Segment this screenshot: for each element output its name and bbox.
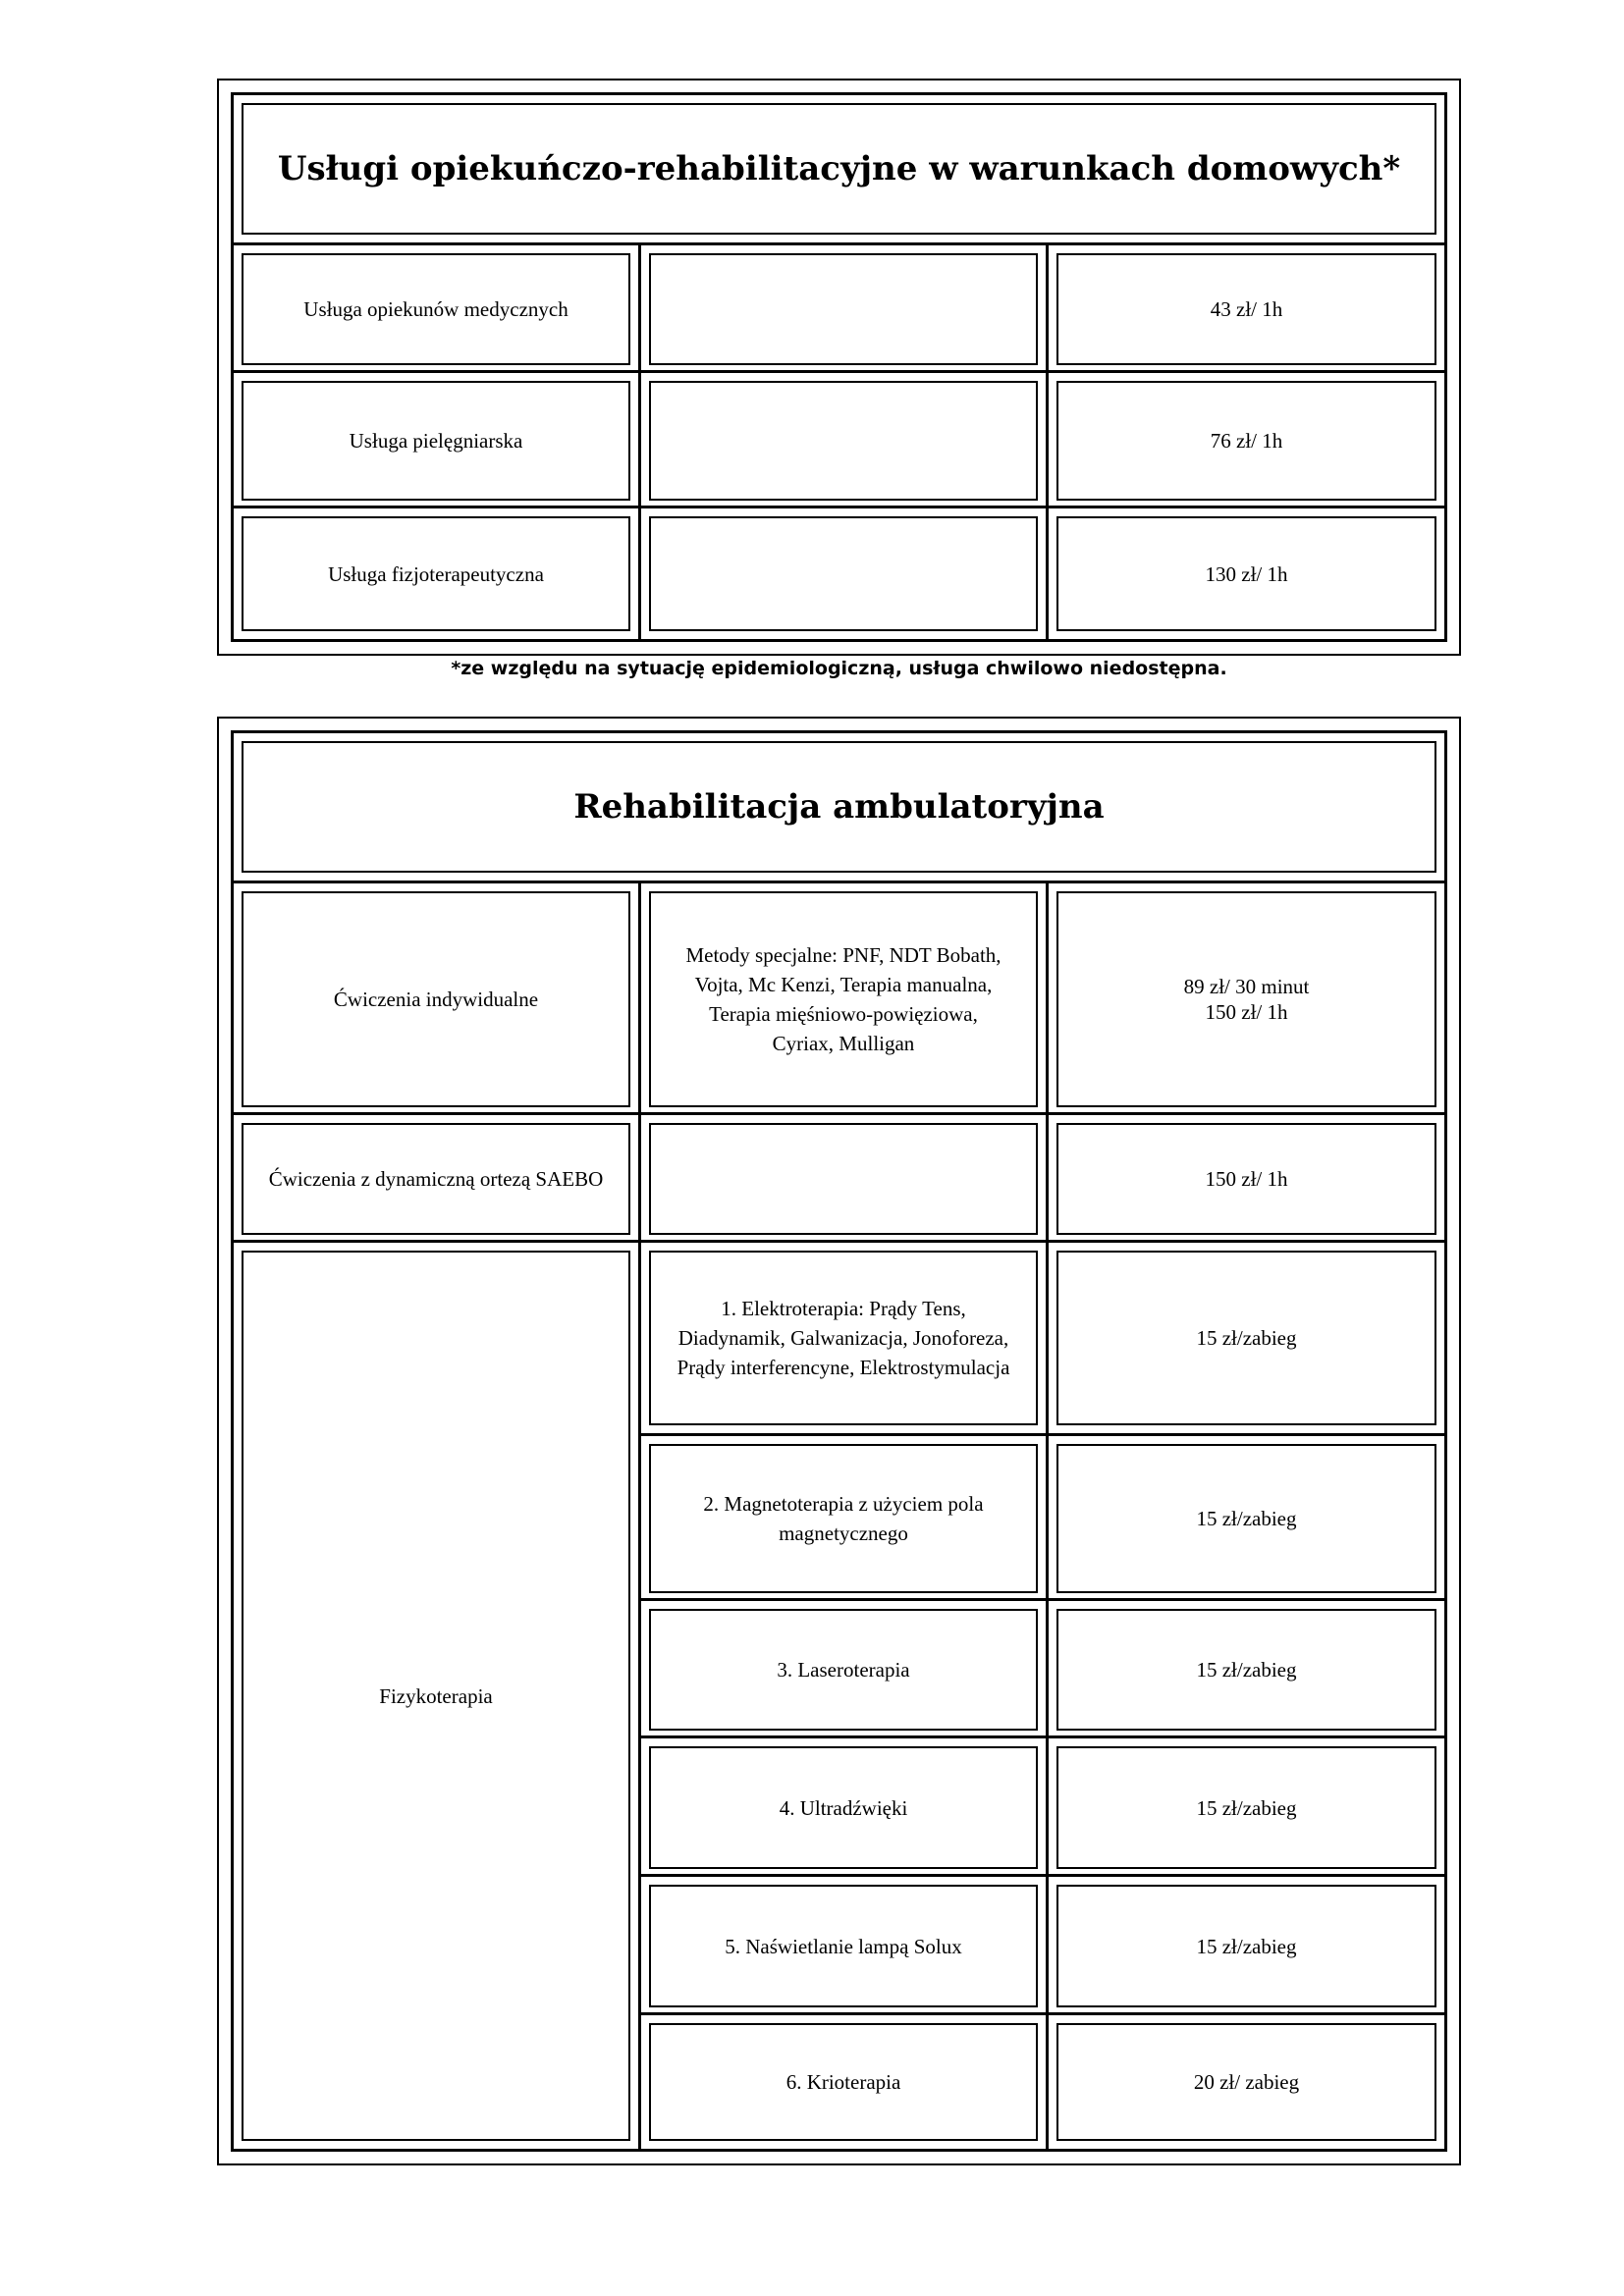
- service-description-cell: [638, 245, 1046, 373]
- service-name-cell: [234, 245, 638, 373]
- table-row: [234, 370, 1444, 508]
- service-price: 130 zł/ 1h: [1056, 516, 1436, 631]
- physio-description-cell: [641, 1877, 1046, 2015]
- physio-price-cell: [1046, 1601, 1444, 1738]
- list-item: [641, 1243, 1444, 1433]
- physio-price: 15 zł/zabieg: [1056, 1444, 1436, 1593]
- physio-price-cell: [1046, 1877, 1444, 2015]
- service-price-cell: [1046, 373, 1444, 508]
- service-price: 76 zł/ 1h: [1056, 381, 1436, 501]
- list-item: [641, 1598, 1444, 1738]
- physio-description: 4. Ultradźwięki: [649, 1746, 1038, 1869]
- service-name-cell: [234, 373, 638, 508]
- physio-price-cell: [1046, 1243, 1444, 1433]
- physio-block: [234, 1240, 1444, 2149]
- service-description: [649, 1123, 1038, 1235]
- list-item: [641, 1433, 1444, 1601]
- physio-price: 15 zł/zabieg: [1056, 1609, 1436, 1731]
- service-name-cell: [234, 1115, 638, 1243]
- table-row: [234, 242, 1444, 373]
- service-name-cell: [234, 508, 638, 639]
- physio-description-cell: [641, 1243, 1046, 1433]
- outpatient-table: [217, 717, 1461, 2165]
- table-row: [234, 1112, 1444, 1243]
- outpatient-title: Rehabilitacja ambulatoryjna: [242, 741, 1436, 873]
- physio-items: [638, 1243, 1444, 2149]
- physio-description-cell: [641, 1436, 1046, 1601]
- physio-description: 1. Elektroterapia: Prądy Tens, Diadynamik, Galwanizacja, Jonoforeza, Prądy interferencyne, Elektrostymulacja: [649, 1251, 1038, 1425]
- availability-note: *ze względu na sytuację epidemiologiczną, usługa chwilowo niedostępna.: [451, 658, 1227, 679]
- service-description-cell: [638, 883, 1046, 1115]
- outpatient-title-row: [234, 733, 1444, 881]
- physio-description-cell: [641, 1601, 1046, 1738]
- physio-price-cell: [1046, 1738, 1444, 1877]
- service-price-cell: [1046, 1115, 1444, 1243]
- home-services-title-row: [234, 95, 1444, 242]
- physio-price: 15 zł/zabieg: [1056, 1746, 1436, 1869]
- service-name: Ćwiczenia z dynamiczną ortezą SAEBO: [242, 1123, 630, 1235]
- list-item: [641, 2012, 1444, 2149]
- service-description: Metody specjalne: PNF, NDT Bobath, Vojta, Mc Kenzi, Terapia manualna, Terapia mięśniowo-powięziowa, Cyriax, Mulligan: [649, 891, 1038, 1107]
- physio-description: 2. Magnetoterapia z użyciem pola magnetycznego: [649, 1444, 1038, 1593]
- service-price: 89 zł/ 30 minut 150 zł/ 1h: [1056, 891, 1436, 1107]
- service-price: 150 zł/ 1h: [1056, 1123, 1436, 1235]
- physio-description: 3. Laseroterapia: [649, 1609, 1038, 1731]
- physio-price-cell: [1046, 1436, 1444, 1601]
- service-price: 43 zł/ 1h: [1056, 253, 1436, 365]
- physio-price: 15 zł/zabieg: [1056, 1885, 1436, 2007]
- service-name: Usługa fizjoterapeutyczna: [242, 516, 630, 631]
- service-price-cell: [1046, 245, 1444, 373]
- list-item: [641, 1735, 1444, 1877]
- service-description: [649, 381, 1038, 501]
- service-description-cell: [638, 373, 1046, 508]
- service-price-cell: [1046, 508, 1444, 639]
- service-description-cell: [638, 508, 1046, 639]
- service-name: Usługa opiekunów medycznych: [242, 253, 630, 365]
- service-name-cell: [234, 883, 638, 1115]
- service-description-cell: [638, 1115, 1046, 1243]
- physio-price: 20 zł/ zabieg: [1056, 2023, 1436, 2141]
- home-services-inner: [231, 92, 1447, 642]
- physio-description-cell: [641, 1738, 1046, 1877]
- list-item: [641, 1874, 1444, 2015]
- table-row: [234, 881, 1444, 1115]
- physio-description: 6. Krioterapia: [649, 2023, 1038, 2141]
- physio-price: 15 zł/zabieg: [1056, 1251, 1436, 1425]
- service-description: [649, 516, 1038, 631]
- physio-name-cell: [234, 1243, 638, 2149]
- service-price-cell: [1046, 883, 1444, 1115]
- physio-description-cell: [641, 2015, 1046, 2149]
- outpatient-inner: [231, 730, 1447, 2152]
- home-services-table: [217, 79, 1461, 656]
- physio-name: Fizykoterapia: [242, 1251, 630, 2141]
- service-description: [649, 253, 1038, 365]
- table-row: [234, 506, 1444, 639]
- physio-description: 5. Naświetlanie lampą Solux: [649, 1885, 1038, 2007]
- physio-price-cell: [1046, 2015, 1444, 2149]
- home-services-title: Usługi opiekuńczo-rehabilitacyjne w warunkach domowych*: [242, 103, 1436, 235]
- service-name: Ćwiczenia indywidualne: [242, 891, 630, 1107]
- service-name: Usługa pielęgniarska: [242, 381, 630, 501]
